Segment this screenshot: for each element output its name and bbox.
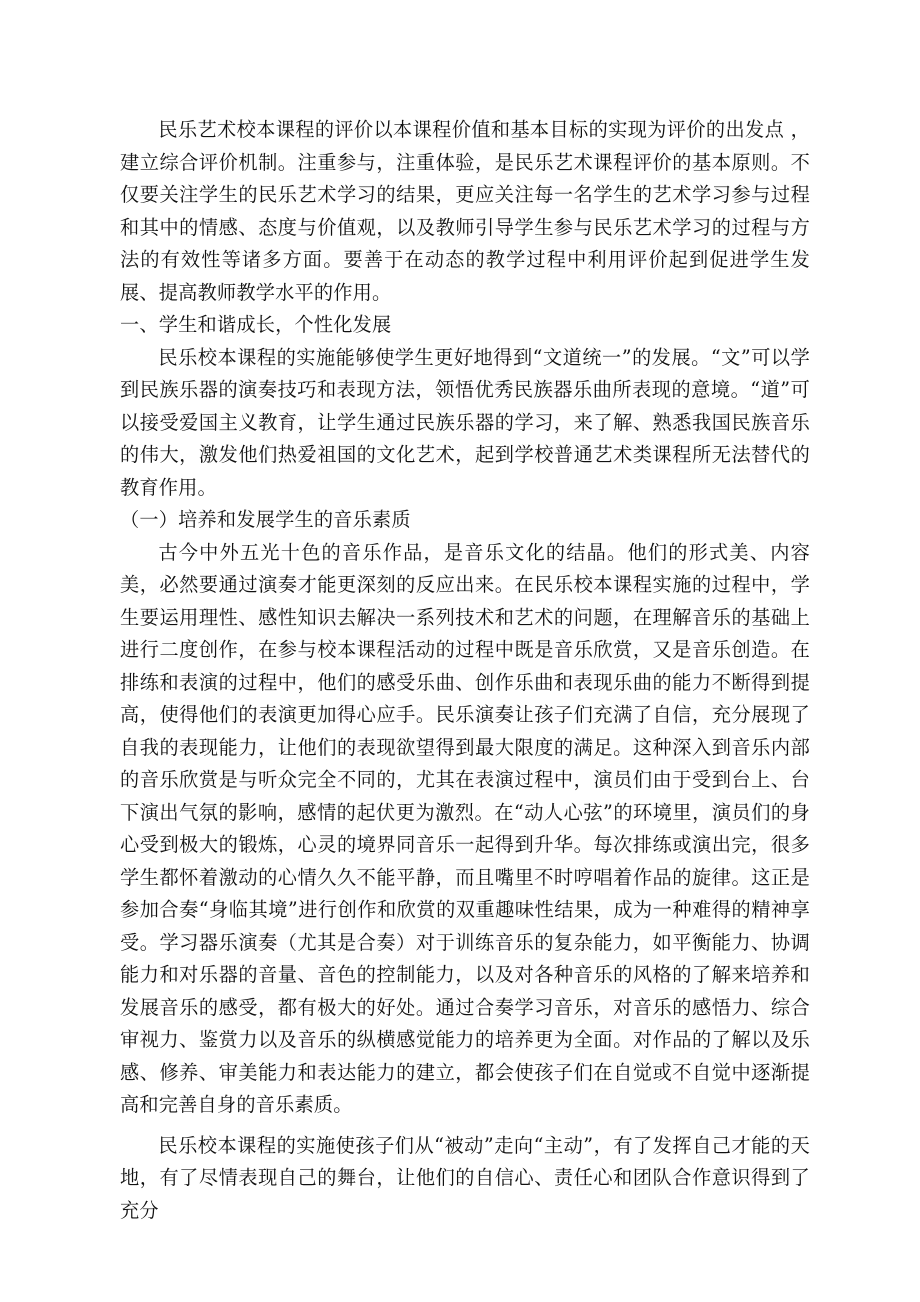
subsection-heading-music-quality: （一）培养和发展学生的音乐素质	[120, 508, 411, 531]
section-heading-harmonious-growth: 一、学生和谐成长，个性化发展	[120, 313, 392, 336]
paragraph-wen-dao-unity: 民乐校本课程的实施能够使学生更好地得到“文道统一”的发展。“文”可以学到民族乐器的演奏技巧和表现方法，领悟优秀民族器乐曲所表现的意境。“道”可以接受爱国主义教育，让学生通过民族乐器的学习，来了解、熟悉我国民族音乐的伟大，激发他们热爱祖国的文化艺术，起到学校普通艺术类课程所无法替代的教育作用。	[120, 345, 810, 499]
paragraph-music-works: 古今中外五光十色的音乐作品，是音乐文化的结晶。他们的形式美、内容美，必然要通过演奏才能更深刻的反应出来。在民乐校本课程实施的过程中，学生要运用理性、感性知识去解决一系列技术和艺术的问题，在理解音乐的基础上进行二度创作，在参与校本课程活动的过程中既是音乐欣赏，又是音乐创造。在排练和表演的过程中，他们的感受乐曲、创作乐曲和表现乐曲的能力不断得到提高，使得他们的表演更加得心应手。民乐演奏让孩子们充满了自信，充分展现了自我的表现能力，让他们的表现欲望得到最大限度的满足。这种深入到音乐内部的音乐欣赏是与听众完全不同的，尤其在表演过程中，演员们由于受到台上、台下演出气氛的影响，感情的起伏更为激烈。在“动人心弦”的环境里，演员们的身心受到极大的锻炼，心灵的境界同音乐一起得到升华。每次排练或演出完，很多学生都怀着激动的心情久久不能平静，而且嘴里不时哼唱着作品的旋律。这正是参加合奏“身临其境”进行创作和欣赏的双重趣味性结果，成为一种难得的精神享受。学习器乐演奏（尤其是合奏）对于训练音乐的复杂能力，如平衡能力、协调能力和对乐器的音量、音色的控制能力，以及对各种音乐的风格的了解来培养和发展音乐的感受，都有极大的好处。通过合奏学习音乐，对音乐的感悟力、综合审视力、鉴赏力以及音乐的纵横感觉能力的培养更为全面。对作品的了解以及乐感、修养、审美能力和表达能力的建立，都会使孩子们在自觉或不自觉中逐渐提高和完善自身的音乐素质。	[120, 540, 810, 1116]
paragraph-evaluation-principles: 民乐艺术校本课程的评价以本课程价值和基本目标的实现为评价的出发点 ，建立综合评价机制。注重参与，注重体验，是民乐艺术课程评价的基本原则。不仅要关注学生的民乐艺术学习的结果，更应关注每一名学生的艺术学习参与过程和其中的情感、态度与价值观，以及教师引导学生参与民乐艺术学习的过程与方法的有效性等诸多方面。要善于在动态的教学过程中利用评价起到促进学生发展、提高教师教学水平的作用。	[120, 118, 810, 304]
paragraph-passive-to-active: 民乐校本课程的实施使孩子们从“被动”走向“主动”，有了发挥自己才能的天地，有了尽情表现自己的舞台，让他们的自信心、责任心和团队合作意识得到了充分	[120, 1133, 810, 1222]
document-body	[120, 114, 810, 1227]
